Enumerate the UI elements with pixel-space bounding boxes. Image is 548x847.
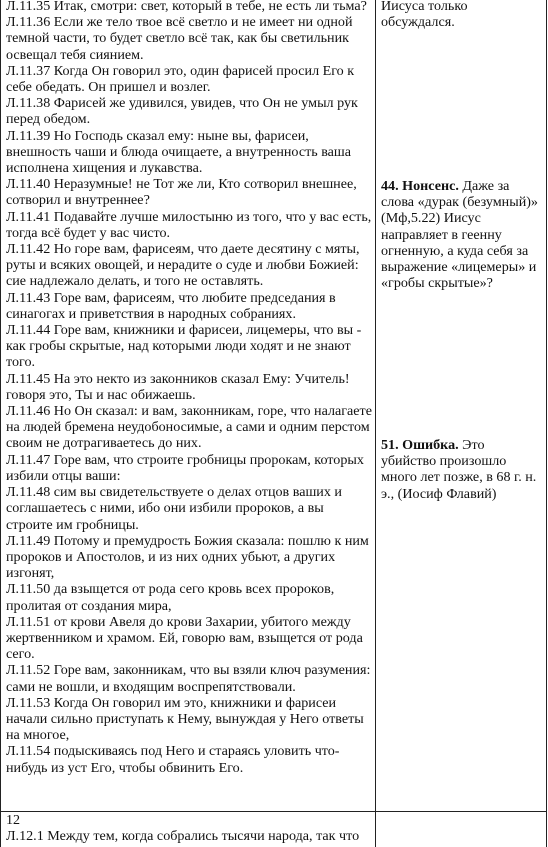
table-left-border [0,0,1,847]
verse-paragraph: Л.11.52 Горе вам, законникам, что вы взяли ключ разумения: сами не вошли, и входящим воспрепятствовали. [6,662,371,695]
verse-paragraph: Л.11.40 Неразумные! не Тот же ли, Кто сотворил внешнее, сотворил и внутреннее? [6,176,357,209]
next-row [6,812,372,844]
verse-paragraph: Л.11.38 Фарисей же удивился, увидев, что Он не умыл рук перед обедом. [6,95,358,128]
verse-paragraph: Л.11.53 Когда Он говорил им это, книжники и фарисеи начали сильно приступать к Нему, вынуждая у Него ответы на многое, [6,694,364,744]
note-51-text: Это убийство произошло много лет позже, в 68 г. н. э., (Иосиф Флавий) [381,437,537,502]
note-44-body [381,178,541,291]
note-51-body [381,437,541,502]
verse-paragraph: Л.11.54 подыскиваясь под Него и стараясь уловить что-нибудь из уст Его, чтобы обвинить Его. [6,743,340,776]
note-51-label: 51. Ошибка. [381,437,459,453]
verse-paragraph: Л.11.41 Подавайте лучше милостыню из того, что у вас есть, тогда всё будет у вас чисто. [6,208,372,241]
table-right-border [546,0,547,847]
verse-paragraph: Л.11.51 от крови Авеля до крови Захарии, убитого между жертвенником и храмом. Ей, говорю вам, взыщется от рода сего. [6,613,363,663]
verse-paragraph: Л.11.50 да взыщется от рода сего кровь всех пророков, пролитая от создания мира, [6,581,335,614]
verse-paragraph: Л.11.43 Горе вам, фарисеям, что любите председания в синагогах и приветствия в народных собраниях. [6,289,336,322]
note-51 [381,437,541,502]
note-44 [381,178,541,291]
verse-paragraph: Л.11.35 Итак, смотри: свет, который в тебе, не есть ли тьма? [6,0,367,14]
verse-paragraph: Л.11.48 сим вы свидетельствуете о делах отцов ваших и соглашаетесь с ними, ибо они избили пророков, а вы строите им гробницы. [6,484,342,533]
chapter-number: 12 [6,812,21,828]
verse-column [6,0,372,776]
verse-paragraph: Л.11.42 Но горе вам, фарисеям, что даете десятину с мяты, руты и всяких овощей, и нерадите о суде и любви Божией: сие надлежало делать, и того не оставлять. [6,241,360,290]
verse-paragraph: Л.11.46 Но Он сказал: и вам, законникам, горе, что налагаете на людей бремена неудобоносимые, а сами и одним перстом своим не дотрагиваетесь до них. [6,403,372,452]
note-44-label: 44. Нонсенс. [381,178,459,194]
note-continuation-text: Иисуса только обсуждался. [381,0,468,31]
verse-paragraph: Л.11.37 Когда Он говорил это, один фарисей просил Его к себе обедать. Он пришел и возлег. [6,62,355,96]
verse-12-1: Л.12.1 Между тем, когда собрались тысячи народа, так что [6,828,360,845]
verse-paragraph: Л.11.45 На это некто из законников сказал Ему: Учитель! говоря это, Ты и нас обижаешь. [6,370,350,403]
note-continuation [381,0,541,30]
note-44-text: Даже за слова «дурак (безумный)» (Мф,5.22) Иисус направляет в геенну огненную, а куда себя за выражение «лицемеры» и «гробы скрытые»? [381,178,538,292]
verse-paragraph: Л.11.39 Но Господь сказал ему: ныне вы, фарисеи, внешность чаши и блюда очищаете, а внутренность ваша исполнена хищения и лукавства. [6,127,352,177]
verse-paragraph: Л.11.47 Горе вам, что строите гробницы пророкам, которых избили отцы ваши: [6,451,364,484]
verse-paragraph: Л.11.36 Если же тело твое всё светло и не имеет ни одной темной части, то будет светло всё так, как бы светильник освещал тебя сиянием. [6,14,353,63]
verse-paragraph: Л.11.49 Потому и премудрость Божия сказала: пошлю к ним пророков и Апостолов, и из них одних убьют, а других изгонят, [6,532,369,582]
column-divider [375,0,376,847]
verse-paragraph: Л.11.44 Горе вам, книжники и фарисеи, лицемеры, что вы - как гробы скрытые, над которыми люди ходят и не знают того. [6,322,362,371]
